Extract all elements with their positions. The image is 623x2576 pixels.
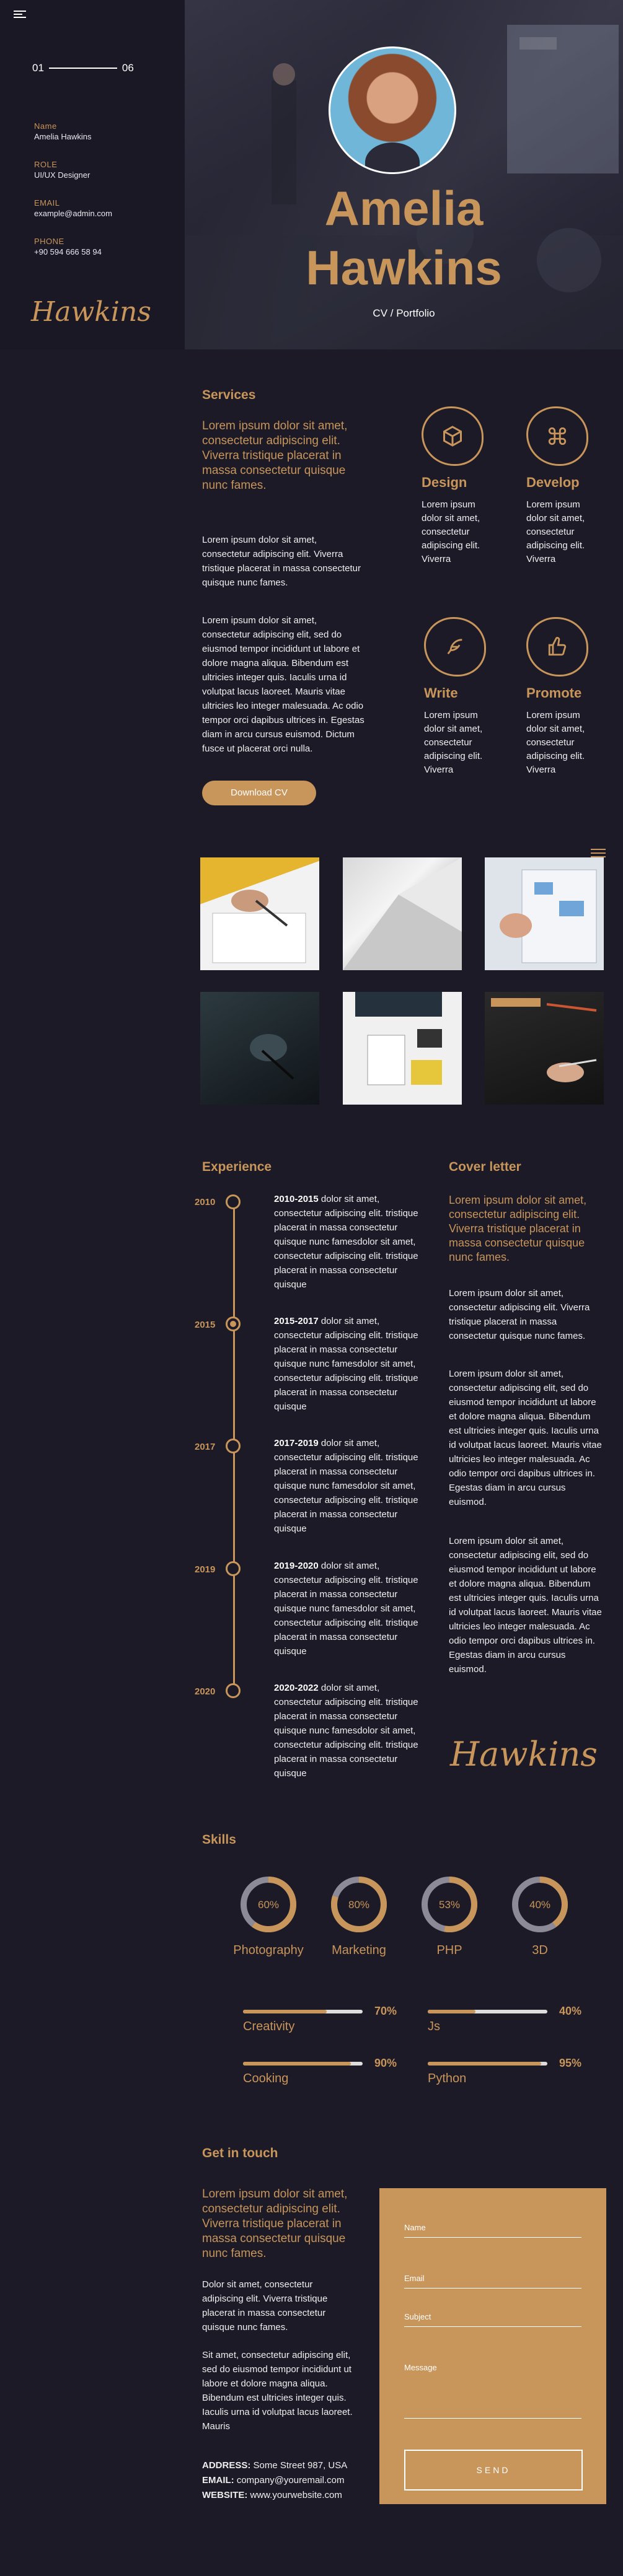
skill-donut-ring xyxy=(239,1875,298,1934)
cover-para-1: Lorem ipsum dolor sit amet, consectetur adipiscing elit. Viverra tristique placerat in massa consectetur quisque nunc fames. xyxy=(449,1288,590,1341)
cover-para-2: Lorem ipsum dolor sit amet, consectetur adipiscing elit, sed do eiusmod tempor incididunt ut labore et dolore magna aliqua. Bibendum est ultricies integer quis. Iaculis urna id volutpat lacus laoreet. Mauris vitae ultricies leo integer malesuada. Ac odio tempor orci dapibus ultrices in. Egestas diam in arcu cursus euismod. xyxy=(449,1369,602,1507)
timeline-text: dolor sit amet, consectetur adipiscing elit. tristique placerat in massa consectetur quisque nunc famesdolor sit amet, consectetur adipiscing elit. tristique placerat in massa consectetur quisque xyxy=(274,1194,418,1290)
email-label: EMAIL xyxy=(34,198,60,208)
skill-donut-value: 53% xyxy=(438,1899,461,1911)
skill-donut xyxy=(403,1875,496,1958)
service-design xyxy=(422,406,515,566)
skill-bar xyxy=(428,2005,583,2042)
skill-bar-label: Cooking xyxy=(243,2072,289,2085)
timeline-entry xyxy=(274,1436,423,1536)
website-value[interactable]: www.yourwebsite.com xyxy=(250,2490,342,2500)
menu-icon[interactable] xyxy=(14,9,26,20)
contact-para-1: Dolor sit amet, consectetur adipiscing elit. Viverra tristique placerat in massa consectetur quisque nunc fames. xyxy=(202,2279,328,2333)
info-email xyxy=(34,198,112,218)
name-field[interactable]: Name xyxy=(404,2223,581,2238)
counter-start: 01 xyxy=(32,62,44,74)
email-value[interactable]: example@admin.com xyxy=(34,209,112,218)
skill-bar-value: 90% xyxy=(374,2057,397,2069)
timeline-year: 2020 xyxy=(195,1686,216,1697)
timeline-dot[interactable] xyxy=(226,1194,241,1209)
skill-bar-value: 95% xyxy=(559,2057,582,2069)
skill-bar-label: Creativity xyxy=(243,2020,295,2033)
role-label: ROLE xyxy=(34,160,58,169)
skill-bar-value: 70% xyxy=(374,2005,397,2017)
address-value: Some Street 987, USA xyxy=(253,2460,348,2471)
skill-donut-value: 60% xyxy=(257,1899,280,1911)
service-write-text: Lorem ipsum dolor sit amet, consectetur adipiscing elit. Viverra xyxy=(424,710,483,775)
phone-label: PHONE xyxy=(34,237,64,246)
skill-bar-fill xyxy=(428,2010,475,2013)
counter-line xyxy=(49,68,117,69)
skill-bar-value: 40% xyxy=(559,2005,582,2017)
contact-form xyxy=(379,2188,606,2504)
service-promote xyxy=(526,617,619,777)
timeline-year: 2017 xyxy=(195,1442,216,1452)
email-field[interactable]: Email xyxy=(404,2274,581,2289)
gallery-photo-2[interactable] xyxy=(343,857,462,970)
skill-donut xyxy=(222,1875,315,1958)
service-design-text: Lorem ipsum dolor sit amet, consectetur adipiscing elit. Viverra xyxy=(422,499,480,564)
service-design-title: Design xyxy=(422,475,467,490)
skill-donut xyxy=(312,1875,405,1958)
skill-bar-track xyxy=(428,2062,547,2066)
skill-bar-fill xyxy=(243,2062,351,2066)
timeline-text: dolor sit amet, consectetur adipiscing elit. tristique placerat in massa consectetur quisque nunc famesdolor sit amet, consectetur adipiscing elit. tristique placerat in massa consectetur quisque xyxy=(274,1561,418,1657)
timeline-entry xyxy=(274,1314,423,1414)
gallery-photo-1[interactable] xyxy=(200,857,319,970)
service-write-title: Write xyxy=(424,685,458,701)
services-title: Services xyxy=(202,388,256,402)
timeline-range: 2015-2017 xyxy=(274,1316,319,1326)
skill-donut-value: 40% xyxy=(529,1899,551,1911)
timeline-entry xyxy=(274,1192,423,1292)
info-phone xyxy=(34,237,102,256)
sidebar-signature: Hawkins xyxy=(31,296,151,328)
skill-bar xyxy=(243,2057,398,2094)
timeline-dot[interactable] xyxy=(226,1683,241,1698)
skill-donut-label: Photography xyxy=(233,1943,304,1957)
command-icon xyxy=(526,406,588,466)
thumbs-up-icon xyxy=(526,617,588,677)
info-name xyxy=(34,121,91,141)
service-promote-title: Promote xyxy=(526,685,582,701)
contact-title: Get in touch xyxy=(202,2146,278,2160)
skill-donut-ring xyxy=(510,1875,570,1934)
slide-counter xyxy=(32,62,134,74)
phone-value[interactable]: +90 594 666 58 94 xyxy=(34,247,102,256)
timeline-entry xyxy=(274,1559,423,1658)
contact-email xyxy=(202,2473,376,2487)
hero-subtitle: CV / Portfolio xyxy=(373,307,435,319)
skill-bar-track xyxy=(243,2010,363,2013)
send-button[interactable]: SEND xyxy=(404,2450,583,2491)
skill-donut-label: Marketing xyxy=(332,1943,386,1957)
skill-donut-value: 80% xyxy=(348,1899,370,1911)
timeline-dot[interactable] xyxy=(226,1439,241,1453)
timeline-text: dolor sit amet, consectetur adipiscing elit. tristique placerat in massa consectetur quisque nunc famesdolor sit amet, consectetur adipiscing elit. tristique placerat in massa consectetur quisque xyxy=(274,1438,418,1534)
timeline-dot-active[interactable] xyxy=(226,1316,241,1331)
skill-donut-label: PHP xyxy=(436,1943,462,1957)
feather-icon xyxy=(424,617,486,677)
role-value: UI/UX Designer xyxy=(34,170,91,180)
gallery-photo-5[interactable] xyxy=(343,992,462,1105)
skill-bar-fill xyxy=(428,2062,541,2066)
hero-first-name: Amelia xyxy=(324,181,484,235)
hero-last-name: Hawkins xyxy=(306,240,502,295)
contact-website xyxy=(202,2488,376,2502)
timeline-range: 2019-2020 xyxy=(274,1561,319,1571)
name-value: Amelia Hawkins xyxy=(34,132,92,141)
services-para-2: Lorem ipsum dolor sit amet, consectetur adipiscing elit, sed do eiusmod tempor incididunt ut labore et dolore magna aliqua. Bibendum est ultricies integer quis. Iaculis urna id volutpat lacus laoreet. Mauris vitae ultricies leo integer malesuada. Ac odio tempor orci dapibus ultrices in. Egestas diam in arcu cursus euismod. Dictum fusce ut placerat orci nulla. xyxy=(202,615,365,754)
skill-bar xyxy=(428,2057,583,2094)
cube-icon xyxy=(422,406,484,466)
avatar xyxy=(329,46,456,174)
skill-bar-label: Js xyxy=(428,2020,440,2033)
timeline-year: 2010 xyxy=(195,1197,216,1207)
skill-bar xyxy=(243,2005,398,2042)
contact-lead: Lorem ipsum dolor sit amet, consectetur adipiscing elit. Viverra tristique placerat in massa consectetur quisque nunc fames. xyxy=(202,2188,348,2260)
skills-title: Skills xyxy=(202,1833,236,1847)
timeline-dot[interactable] xyxy=(226,1561,241,1576)
message-field[interactable]: Message xyxy=(404,2363,581,2419)
service-develop-text: Lorem ipsum dolor sit amet, consectetur adipiscing elit. Viverra xyxy=(526,499,585,564)
service-develop-title: Develop xyxy=(526,475,580,490)
skill-bar-track xyxy=(428,2010,547,2013)
download-cv-button[interactable]: Download CV xyxy=(202,781,316,805)
skill-bar-fill xyxy=(243,2010,327,2013)
timeline-range: 2020-2022 xyxy=(274,1683,319,1693)
timeline-year: 2015 xyxy=(195,1320,216,1330)
skill-bar-track xyxy=(243,2062,363,2066)
sidebar xyxy=(0,0,185,349)
email-value[interactable]: company@youremail.com xyxy=(236,2475,345,2486)
website-label: WEBSITE: xyxy=(202,2490,248,2500)
timeline-year: 2019 xyxy=(195,1564,216,1575)
experience-title: Experience xyxy=(202,1160,272,1174)
timeline-range: 2010-2015 xyxy=(274,1194,319,1204)
cover-signature: Hawkins xyxy=(450,1735,598,1774)
timeline-range: 2017-2019 xyxy=(274,1438,319,1448)
gallery-photo-6[interactable] xyxy=(485,992,604,1105)
timeline-entry xyxy=(274,1681,423,1781)
skill-donut-label: 3D xyxy=(532,1943,548,1957)
timeline-text: dolor sit amet, consectetur adipiscing elit. tristique placerat in massa consectetur quisque nunc famesdolor sit amet, consectetur adipiscing elit. tristique placerat in massa consectetur quisque xyxy=(274,1316,418,1412)
contact-address xyxy=(202,2458,376,2473)
skill-donut-ring xyxy=(329,1875,389,1934)
contact-para-2: Sit amet, consectetur adipiscing elit, sed do eiusmod tempor incididunt ut labore et dolore magna aliqua. Bibendum est ultricies integer quis. Iaculis urna id volutpat lacus laoreet. Mauris xyxy=(202,2350,353,2432)
gallery-photo-4[interactable] xyxy=(200,992,319,1105)
services-para-1: Lorem ipsum dolor sit amet, consectetur adipiscing elit. Viverra tristique placerat in massa consectetur quisque nunc fames. xyxy=(202,535,361,588)
services-lead: Lorem ipsum dolor sit amet, consectetur adipiscing elit. Viverra tristique placerat in massa consectetur quisque nunc fames. xyxy=(202,419,348,492)
name-label: Name xyxy=(34,121,57,131)
service-promote-text: Lorem ipsum dolor sit amet, consectetur adipiscing elit. Viverra xyxy=(526,710,585,775)
counter-end: 06 xyxy=(122,62,134,74)
timeline-text: dolor sit amet, consectetur adipiscing elit. tristique placerat in massa consectetur quisque nunc famesdolor sit amet, consectetur adipiscing elit. tristique placerat in massa consectetur quisque xyxy=(274,1683,418,1779)
cover-title: Cover letter xyxy=(449,1160,521,1174)
cover-lead: Lorem ipsum dolor sit amet, consectetur adipiscing elit. Viverra tristique placerat in massa consectetur quisque nunc fames. xyxy=(449,1194,587,1263)
email-label: EMAIL: xyxy=(202,2475,234,2486)
address-label: ADDRESS: xyxy=(202,2460,251,2471)
subject-field[interactable]: Subject xyxy=(404,2312,581,2327)
service-develop xyxy=(526,406,619,566)
service-write xyxy=(424,617,517,777)
info-role xyxy=(34,160,90,180)
skill-donut xyxy=(493,1875,586,1958)
cover-para-3: Lorem ipsum dolor sit amet, consectetur adipiscing elit, sed do eiusmod tempor incididunt ut labore et dolore magna aliqua. Bibendum est ultricies integer quis. Iaculis urna id volutpat lacus laoreet. Mauris vitae ultricies leo integer malesuada. Ac odio tempor orci dapibus ultrices in. Egestas diam in arcu cursus euismod. xyxy=(449,1536,602,1675)
gallery-photo-3[interactable] xyxy=(485,857,604,970)
skill-donut-ring xyxy=(420,1875,479,1934)
skill-bar-label: Python xyxy=(428,2072,467,2085)
